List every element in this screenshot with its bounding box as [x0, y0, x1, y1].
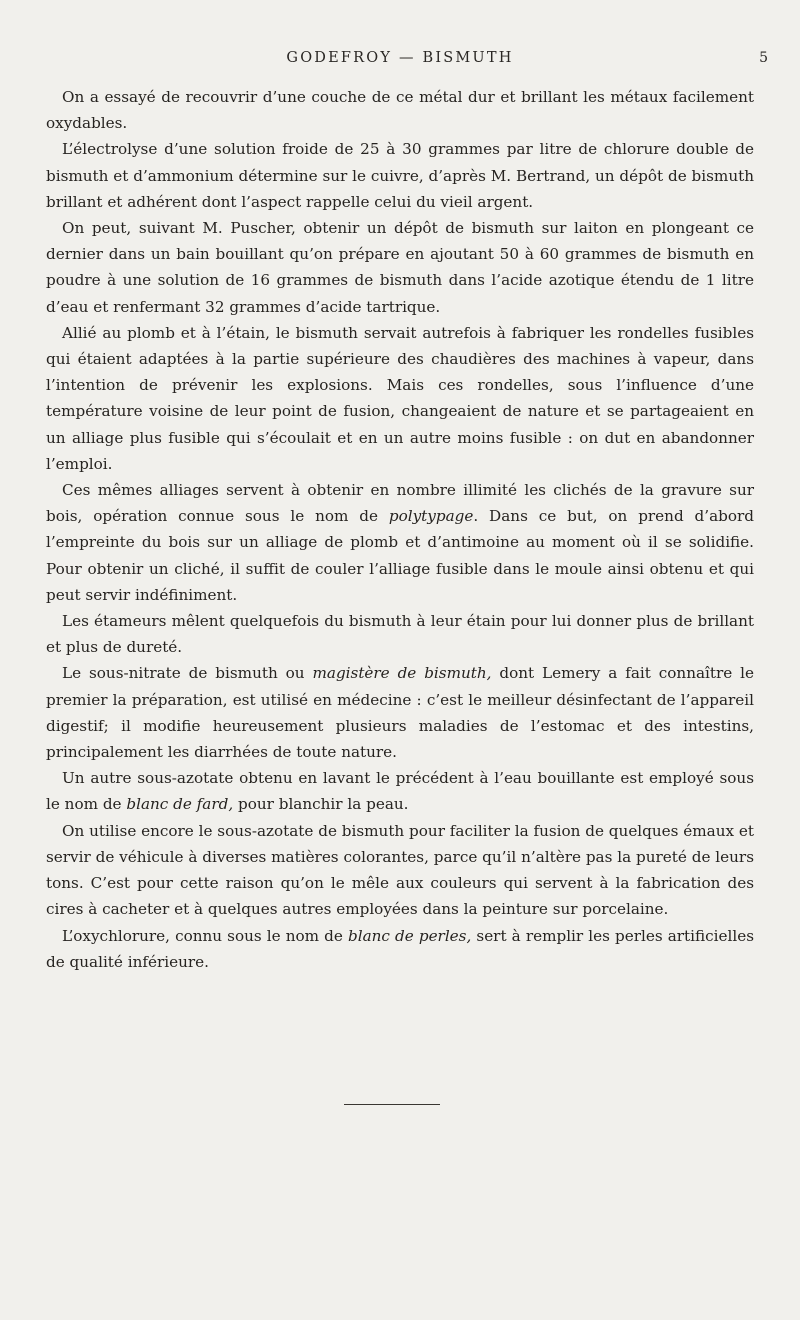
- body-text: [46, 84, 754, 975]
- page-number: 5: [759, 50, 768, 66]
- paragraph-text: On a essayé de recouvrir d’une couche de ce métal dur et brillant les métaux facilement oxydables.: [46, 88, 754, 133]
- paragraph-text: Les étameurs mêlent quelquefois du bismuth à leur étain pour lui donner plus de brillant et plus de dureté.: [46, 612, 754, 657]
- paragraph-text: L’électrolyse d’une solution froide de 25 à 30 grammes par litre de chlorure double de bismuth et d’ammonium détermine sur le cuivre, d’après M. Bertrand, un dépôt de bismuth brillant et adhérent dont l’aspect rappelle celui du vieil argent.: [46, 140, 754, 211]
- italic-term: polytypage: [388, 507, 474, 526]
- paragraph-tinsmiths: [46, 608, 754, 660]
- italic-term: blanc de perles,: [348, 926, 472, 945]
- paragraph-coating: [46, 84, 754, 136]
- italic-term: blanc de fard,: [126, 795, 234, 814]
- paragraph-text: Allié au plomb et à l’étain, le bismuth servait autrefois à fabriquer les rondelles fusibles qui étaient adaptées à la partie supérieure des chaudières des machines à vapeur, dans l’intention de prévenir les explosions. Mais ces rondelles, sous l’influence d’une température voisine de leur point de fusion, changeaient de nature et se partageaient en un alliage plus fusible qui s’écoulait et en un autre moins fusible : on dut en abandonner l’emploi.: [46, 323, 754, 473]
- paragraph-text: pour blanchir la peau.: [233, 795, 409, 814]
- paragraph-blanc-de-fard: [46, 765, 754, 817]
- paragraph-text: On peut, suivant M. Puscher, obtenir un dépôt de bismuth sur laiton en plongeant ce dernier dans un bain bouillant qu’on prépare en ajoutant 50 à 60 grammes de bismuth en poudre à une solution de 16 grammes de bismuth dans l’acide azotique étendu de 1 litre d’eau et renfermant 32 grammes d’acide tartrique.: [46, 219, 754, 316]
- paragraph-text: Ces mêmes alliages servent à obtenir en nombre illimité les clichés de la gravure sur bois, opération connue sous le nom de: [46, 481, 754, 526]
- paragraph-text: Le sous-nitrate de bismuth ou: [62, 664, 313, 683]
- paragraph-text: . Dans ce but, on prend d’abord l’empreinte du bois sur un alliage de plomb et d’antimoine au moment où il se solidifie. Pour obtenir un cliché, il suffit de couler l’alliage fusible dans le moule ainsi obtenu et qui peut servir indéfiniment.: [46, 507, 754, 604]
- paragraph-text: On utilise encore le sous-azotate de bismuth pour faciliter la fusion de quelques émaux et servir de véhicule à diverses matières colorantes, parce qu’il n’altère pas la pureté de leurs tons. C’est pour cette raison qu’on le mêle aux couleurs qui servent à la fabrication des cires à cacheter et à quelques autres employées dans la peinture sur porcelaine.: [46, 821, 754, 919]
- running-header: [0, 50, 800, 72]
- paragraph-puscher: [46, 215, 754, 320]
- paragraph-polytypage: [46, 477, 754, 608]
- paragraph-subnitrate: [46, 660, 754, 765]
- running-title: GODEFROY — BISMUTH: [286, 50, 514, 66]
- section-end-rule: [344, 1104, 440, 1105]
- paragraph-enamels: [46, 818, 754, 923]
- paragraph-text: Un autre sous-azotate obtenu en lavant le précédent à l’eau bouillante est employé sous le nom de: [46, 769, 754, 814]
- paragraph-text: dont Lemery a fait connaître le premier la préparation, est utilisé en médecine : c’est le meilleur désinfectant de l’appareil digestif; il modifie heureusement plusieurs maladies de l’estomac et des intestins, principalement les diarrhées de toute nature.: [46, 664, 754, 762]
- paragraph-text: sert à remplir les perles artificielles de qualité inférieure.: [46, 926, 754, 971]
- paragraph-electrolysis: [46, 136, 754, 215]
- paragraph-text: L’oxychlorure, connu sous le nom de: [62, 926, 348, 945]
- paragraph-oxychloride: [46, 923, 754, 975]
- italic-term: magistère de bismuth,: [312, 664, 492, 683]
- paragraph-fusible-washers: [46, 320, 754, 477]
